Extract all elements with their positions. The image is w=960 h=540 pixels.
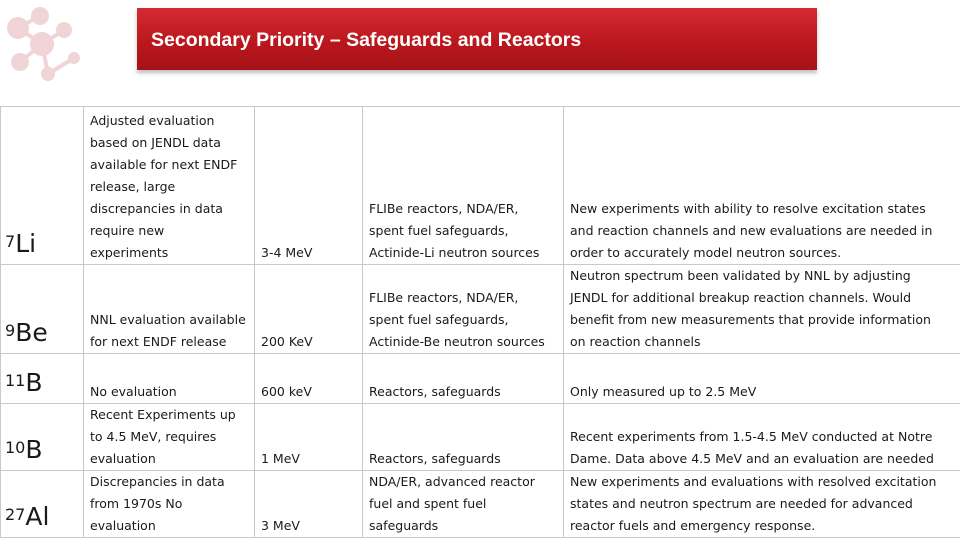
- applications-cell: [363, 404, 564, 471]
- mass-number: 9: [5, 321, 16, 340]
- isotope-cell: [1, 404, 84, 471]
- isotope-cell: [1, 265, 84, 354]
- energy-cell: [255, 354, 363, 404]
- needs-text: New experiments with ability to resolve excitation states and reaction channels and new evaluations are needed in order to accurately model neutron sources.: [570, 201, 933, 260]
- energy-cell: [255, 107, 363, 265]
- molecule-decoration-icon: [0, 0, 120, 110]
- evaluation-text: Discrepancies in data from 1970s No evaluation: [90, 474, 225, 533]
- energy-text: 3-4 MeV: [261, 245, 313, 260]
- needs-text: Recent experiments from 1.5-4.5 MeV conducted at Notre Dame. Data above 4.5 MeV and an evaluation are needed: [570, 429, 934, 466]
- applications-cell: [363, 471, 564, 538]
- mass-number: 10: [5, 438, 26, 457]
- applications-cell: [363, 107, 564, 265]
- table-row: [1, 265, 960, 354]
- energy-text: 200 KeV: [261, 334, 313, 349]
- title-divider: [137, 72, 817, 73]
- energy-cell: [255, 404, 363, 471]
- evaluation-cell: [84, 354, 255, 404]
- isotope-table: [0, 106, 960, 538]
- evaluation-text: Recent Experiments up to 4.5 MeV, requires evaluation: [90, 407, 236, 466]
- needs-text: Only measured up to 2.5 MeV: [570, 384, 757, 399]
- needs-text: New experiments and evaluations with resolved excitation states and neutron spectrum are needed for advanced reactor fuels and emergency response.: [570, 474, 937, 533]
- evaluation-cell: [84, 107, 255, 265]
- applications-text: NDA/ER, advanced reactor fuel and spent fuel safeguards: [369, 474, 535, 533]
- table-row: [1, 471, 960, 538]
- table-row: [1, 354, 960, 404]
- applications-text: FLIBe reactors, NDA/ER, spent fuel safeguards, Actinide-Be neutron sources: [369, 290, 545, 349]
- applications-cell: [363, 265, 564, 354]
- applications-text: Reactors, safeguards: [369, 451, 501, 466]
- needs-cell: [564, 265, 960, 354]
- slide-title: Secondary Priority – Safeguards and Reactors: [151, 29, 582, 51]
- evaluation-cell: [84, 471, 255, 538]
- energy-text: 600 keV: [261, 384, 312, 399]
- needs-text: Neutron spectrum been validated by NNL by adjusting JENDL for additional breakup reaction channels. Would benefit from new measurements that provide information on reaction channels: [570, 268, 931, 349]
- mass-number: 7: [5, 232, 16, 251]
- table-row: [1, 107, 960, 265]
- energy-text: 1 MeV: [261, 451, 300, 466]
- element-symbol: B: [25, 435, 43, 464]
- needs-cell: [564, 471, 960, 538]
- element-symbol: Be: [15, 318, 48, 347]
- element-symbol: B: [25, 368, 43, 397]
- applications-cell: [363, 354, 564, 404]
- element-symbol: Li: [15, 229, 37, 258]
- energy-text: 3 MeV: [261, 518, 300, 533]
- mass-number: 27: [5, 505, 26, 524]
- energy-cell: [255, 265, 363, 354]
- needs-cell: [564, 404, 960, 471]
- needs-cell: [564, 354, 960, 404]
- isotope-cell: [1, 471, 84, 538]
- title-banner: [137, 8, 817, 70]
- isotope-cell: [1, 107, 84, 265]
- applications-text: FLIBe reactors, NDA/ER, spent fuel safeguards, Actinide-Li neutron sources: [369, 201, 540, 260]
- evaluation-cell: [84, 265, 255, 354]
- evaluation-text: Adjusted evaluation based on JENDL data available for next ENDF release, large discrepancies in data require new experiments: [90, 113, 238, 260]
- evaluation-text: NNL evaluation available for next ENDF release: [90, 312, 246, 349]
- table-row: [1, 404, 960, 471]
- evaluation-cell: [84, 404, 255, 471]
- mass-number: 11: [5, 371, 26, 390]
- evaluation-text: No evaluation: [90, 384, 177, 399]
- element-symbol: Al: [25, 502, 50, 531]
- isotope-cell: [1, 354, 84, 404]
- needs-cell: [564, 107, 960, 265]
- energy-cell: [255, 471, 363, 538]
- applications-text: Reactors, safeguards: [369, 384, 501, 399]
